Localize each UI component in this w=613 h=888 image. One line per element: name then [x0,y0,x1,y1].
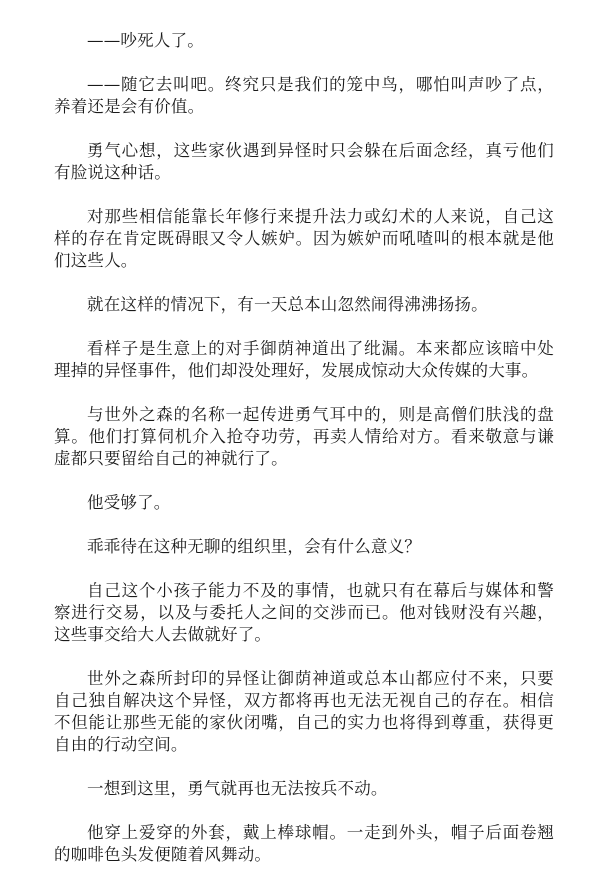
paragraph-4: 对那些相信能靠长年修行来提升法力或幻术的人来说，自己这样的存在肯定既碍眼又令人嫉妒。因为嫉妒而吼喳叫的根本就是他们这些人。 [54,207,554,270]
paragraph-6: 看样子是生意上的对手御荫神道出了纰漏。本来都应该暗中处理掉的异怪事件，他们却没处理好，发展成惊动大众传媒的大事。 [54,339,554,380]
paragraph-11: 世外之森所封印的异怪让御荫神道或总本山都应付不来，只要自己独自解决这个异怪，双方都将再也无法无视自己的存在。相信不但能让那些无能的家伙闭嘴，自己的实力也将得到尊重，获得更自由的行动空间。 [54,669,554,754]
paragraph-10: 自己这个小孩子能力不及的事情，也就只有在幕后与媒体和警察进行交易，以及与委托人之间的交涉而已。他对钱财没有兴趣，这些事交给大人去做就好了。 [54,581,554,644]
paragraph-9: 乖乖待在这种无聊的组织里，会有什么意义？ [87,537,421,556]
paragraph-13: 他穿上爱穿的外套，戴上棒球帽。一走到外头，帽子后面卷翘的咖啡色头发便随着风舞动。 [54,823,554,864]
paragraph-2: ——随它去叫吧。终究只是我们的笼中鸟，哪怕叫声吵了点，养着还是会有价值。 [54,75,554,116]
text-column [54,30,554,888]
paragraph-5: 就在这样的情况下，有一天总本山忽然闹得沸沸扬扬。 [87,295,488,314]
paragraph-8: 他受够了。 [87,493,171,512]
paragraph-12: 一想到这里，勇气就再也无法按兵不动。 [87,779,388,798]
paragraph-7: 与世外之森的名称一起传进勇气耳中的，则是高僧们肤浅的盘算。他们打算伺机介入抢夺功劳，再卖人情给对方。看来敬意与谦虚都只要留给自己的神就行了。 [54,405,554,468]
paragraph-3: 勇气心想，这些家伙遇到异怪时只会躲在后面念经，真亏他们有脸说这种话。 [54,141,554,182]
paragraph-1: ——吵死人了。 [87,31,204,50]
